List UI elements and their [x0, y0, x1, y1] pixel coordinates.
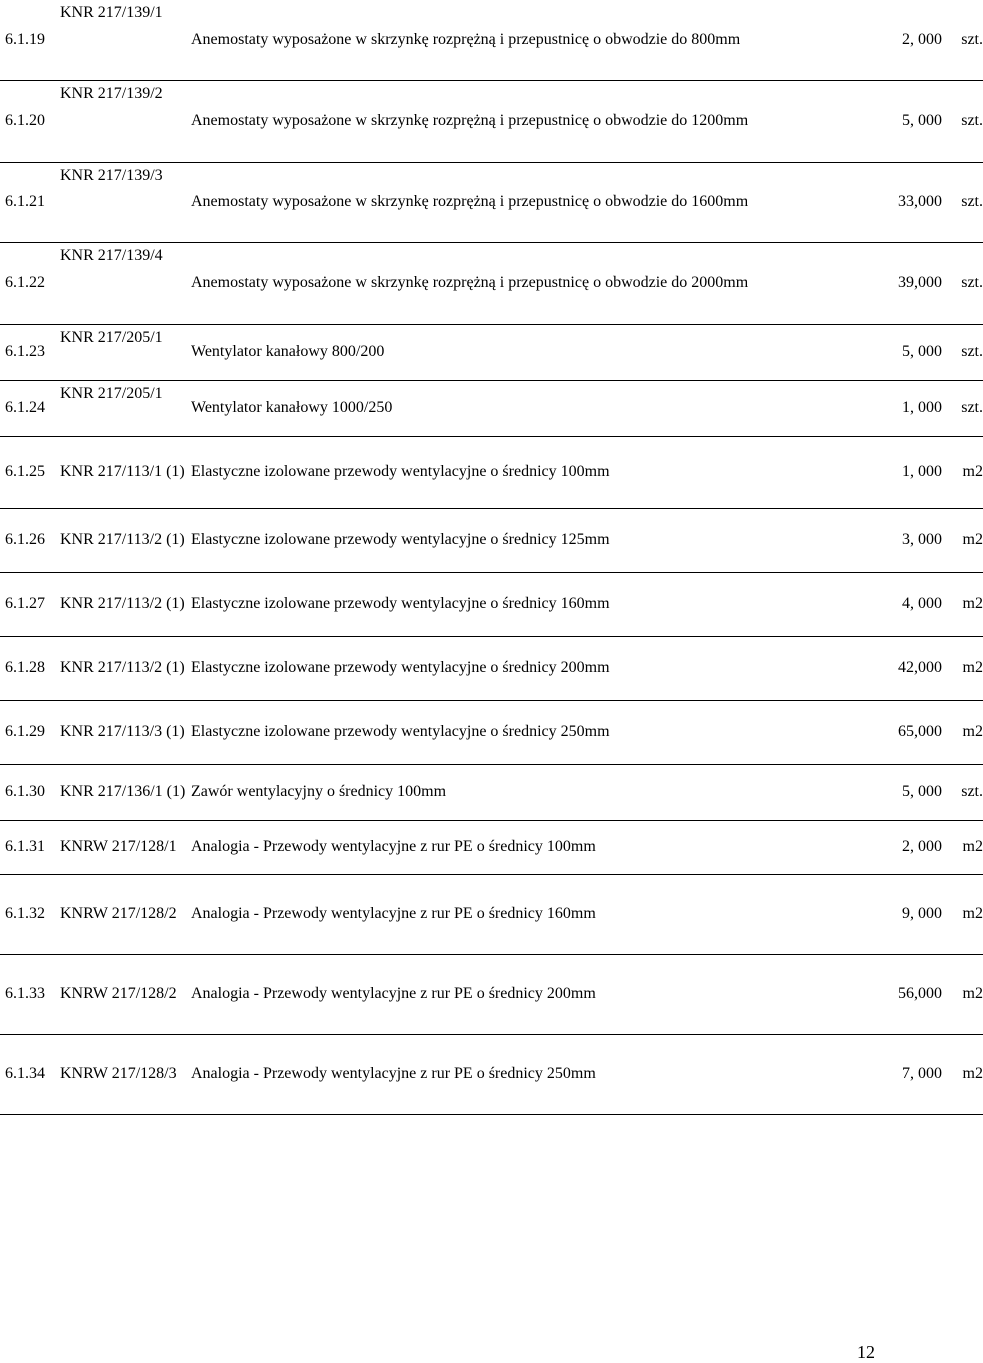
table-row: [0, 380, 983, 436]
item-description: Zawór wentylacyjny o średnicy 100mm: [186, 764, 797, 820]
item-number: 6.1.32: [0, 874, 55, 954]
item-number: 6.1.20: [0, 80, 55, 162]
item-unit: szt.: [942, 242, 983, 324]
item-unit: m2: [942, 572, 983, 636]
item-quantity: 39,000: [797, 242, 942, 324]
table-row: [0, 80, 983, 162]
item-number: 6.1.26: [0, 508, 55, 572]
knr-code: KNR 217/136/1 (1): [55, 764, 186, 820]
item-quantity: 5, 000: [797, 324, 942, 380]
item-description: Analogia - Przewody wentylacyjne z rur PE o średnicy 200mm: [186, 954, 797, 1034]
item-quantity: 5, 000: [797, 764, 942, 820]
item-number: 6.1.33: [0, 954, 55, 1034]
item-quantity: 7, 000: [797, 1034, 942, 1114]
table-row: [0, 572, 983, 636]
item-description: Analogia - Przewody wentylacyjne z rur PE o średnicy 100mm: [186, 820, 797, 874]
item-description: Elastyczne izolowane przewody wentylacyjne o średnicy 250mm: [186, 700, 797, 764]
knr-code: KNR 217/113/3 (1): [55, 700, 186, 764]
knr-code: KNR 217/139/1: [55, 0, 186, 80]
table-row: [0, 508, 983, 572]
table-row: [0, 764, 983, 820]
item-unit: m2: [942, 820, 983, 874]
item-description-text: Anemostaty wyposażone w skrzynkę rozprężną i przepustnicę o obwodzie do 1600mm: [191, 193, 749, 210]
table-row: [0, 700, 983, 764]
knr-code: KNRW 217/128/1: [55, 820, 186, 874]
table-row: [0, 0, 983, 80]
item-number: 6.1.22: [0, 242, 55, 324]
table-row: [0, 874, 983, 954]
item-unit: m2: [942, 874, 983, 954]
item-description: [186, 162, 797, 242]
table-row: [0, 1034, 983, 1114]
item-unit: szt.: [942, 80, 983, 162]
item-description: Anemostaty wyposażone w skrzynkę rozprężną i przepustnicę o obwodzie do 800mm: [186, 0, 797, 80]
item-unit: szt.: [942, 324, 983, 380]
item-description-text: Anemostaty wyposażone w skrzynkę rozprężną i przepustnicę o obwodzie do 1200mm: [191, 112, 749, 129]
item-number: 6.1.24: [0, 380, 55, 436]
item-number: 6.1.27: [0, 572, 55, 636]
item-quantity: 33,000: [797, 162, 942, 242]
item-description: Elastyczne izolowane przewody wentylacyjne o średnicy 100mm: [186, 436, 797, 508]
knr-code: KNRW 217/128/3: [55, 1034, 186, 1114]
item-description: Analogia - Przewody wentylacyjne z rur PE o średnicy 160mm: [186, 874, 797, 954]
item-unit: m2: [942, 508, 983, 572]
item-description-text: Anemostaty wyposażone w skrzynkę rozprężną i przepustnicę o obwodzie do 2000mm: [191, 274, 749, 291]
table-row: [0, 636, 983, 700]
item-number: 6.1.34: [0, 1034, 55, 1114]
item-number: 6.1.25: [0, 436, 55, 508]
knr-code: KNRW 217/128/2: [55, 954, 186, 1034]
item-description: Elastyczne izolowane przewody wentylacyjne o średnicy 125mm: [186, 508, 797, 572]
item-quantity: 9, 000: [797, 874, 942, 954]
item-number: 6.1.19: [0, 0, 55, 80]
item-description: Elastyczne izolowane przewody wentylacyjne o średnicy 160mm: [186, 572, 797, 636]
item-quantity: 3, 000: [797, 508, 942, 572]
item-number: 6.1.29: [0, 700, 55, 764]
knr-code: KNR 217/113/2 (1): [55, 572, 186, 636]
item-description: Elastyczne izolowane przewody wentylacyjne o średnicy 200mm: [186, 636, 797, 700]
table-row: [0, 324, 983, 380]
table-row: [0, 820, 983, 874]
table-row: [0, 162, 983, 242]
item-quantity: 1, 000: [797, 436, 942, 508]
item-quantity: 65,000: [797, 700, 942, 764]
knr-code: KNR 217/113/1 (1): [55, 436, 186, 508]
item-unit: m2: [942, 1034, 983, 1114]
knr-code: KNR 217/139/4: [55, 242, 186, 324]
item-number: 6.1.30: [0, 764, 55, 820]
table-row: [0, 242, 983, 324]
item-number: 6.1.28: [0, 636, 55, 700]
item-quantity: 4, 000: [797, 572, 942, 636]
item-quantity: 2, 000: [797, 820, 942, 874]
item-number: 6.1.21: [0, 162, 55, 242]
item-unit: m2: [942, 636, 983, 700]
item-description: [186, 80, 797, 162]
item-number: 6.1.31: [0, 820, 55, 874]
page-number: 12: [857, 1342, 875, 1362]
item-quantity: 42,000: [797, 636, 942, 700]
item-unit: szt.: [942, 764, 983, 820]
knr-code: KNR 217/113/2 (1): [55, 508, 186, 572]
table-row: [0, 954, 983, 1034]
knr-code: KNR 217/139/3: [55, 162, 186, 242]
item-quantity: 1, 000: [797, 380, 942, 436]
item-unit: szt.: [942, 380, 983, 436]
item-unit: m2: [942, 436, 983, 508]
knr-code: KNR 217/139/2: [55, 80, 186, 162]
item-quantity: 56,000: [797, 954, 942, 1034]
item-quantity: 5, 000: [797, 80, 942, 162]
item-description: Wentylator kanałowy 800/200: [186, 324, 797, 380]
knr-code: KNRW 217/128/2: [55, 874, 186, 954]
item-unit: szt.: [942, 162, 983, 242]
table-row: [0, 436, 983, 508]
knr-code: KNR 217/205/1: [55, 324, 186, 380]
knr-code: KNR 217/205/1: [55, 380, 186, 436]
item-description: [186, 242, 797, 324]
item-quantity: 2, 000: [797, 0, 942, 80]
knr-code: KNR 217/113/2 (1): [55, 636, 186, 700]
item-unit: m2: [942, 954, 983, 1034]
item-unit: szt.: [942, 0, 983, 80]
item-description: Analogia - Przewody wentylacyjne z rur PE o średnicy 250mm: [186, 1034, 797, 1114]
item-number: 6.1.23: [0, 324, 55, 380]
item-unit: m2: [942, 700, 983, 764]
item-description: Wentylator kanałowy 1000/250: [186, 380, 797, 436]
